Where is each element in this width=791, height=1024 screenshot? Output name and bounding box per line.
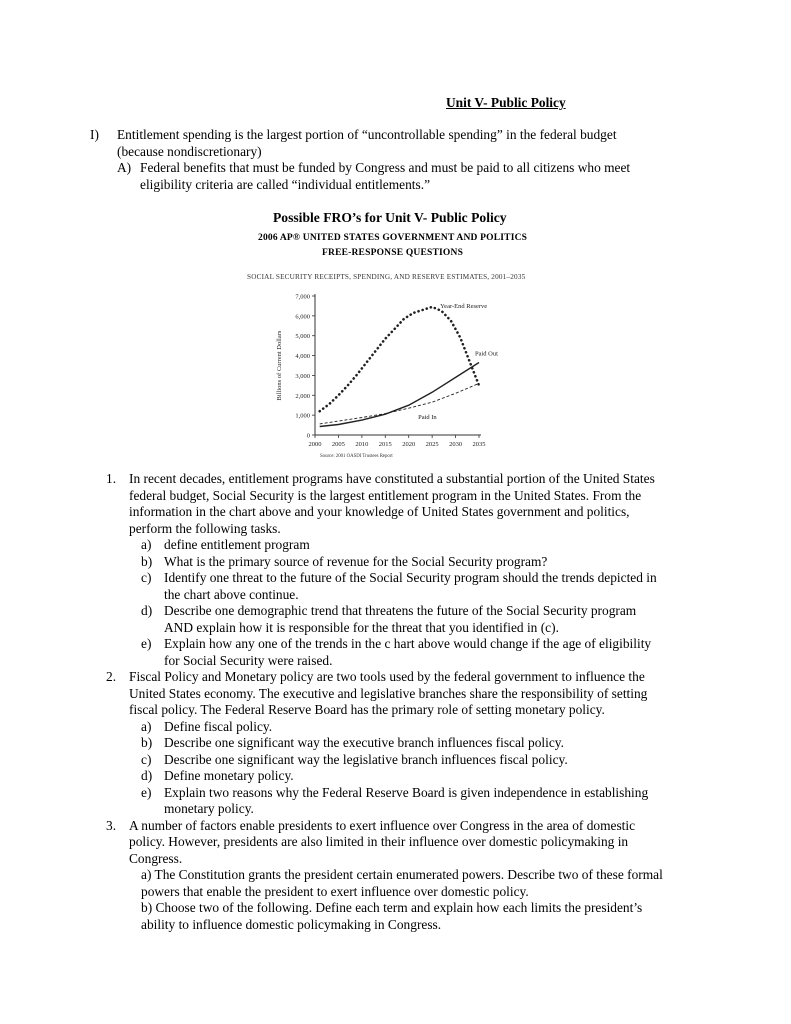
question-text-line: A number of factors enable presidents to exert influence over Congress in the area of domestic (129, 817, 636, 833)
question-number: 1. (106, 471, 117, 486)
subitem-text-line: Explain two reasons why the Federal Reserve Board is given independence in establishing (164, 784, 649, 800)
subitem-text-line: What is the primary source of revenue for the Social Security program? (164, 553, 548, 569)
subitem-text-line: the chart above continue. (164, 586, 299, 602)
subitem-text-line: for Social Security were raised. (164, 652, 333, 668)
subitem-marker: b) (141, 735, 153, 750)
fro-heading: Possible FRO’s for Unit V- Public Policy (273, 210, 507, 225)
question-text-line: In recent decades, entitlement programs have constituted a substantial portion of the United States (129, 471, 655, 486)
outline-I-text-line2: (because nondiscretionary) (117, 143, 262, 159)
subitem-marker: a) (141, 718, 152, 734)
series-line-year-end-reserve (320, 307, 479, 411)
series-label: Paid Out (475, 350, 498, 358)
x-tick-label: 2000 (308, 441, 322, 448)
subitem-marker: d) (141, 768, 153, 783)
subitem-text-line: b) Choose two of the following. Define each term and explain how each limits the president’s (141, 900, 643, 915)
subitem-text-line: Describe one significant way the executive branch influences fiscal policy. (164, 735, 564, 750)
series-label: Paid In (418, 414, 437, 422)
subitem-text-line: powers that enable the president to exert influence over domestic policy. (141, 883, 529, 899)
subitem-text-line: a) The Constitution grants the president certain enumerated powers. Describe two of these formal (141, 867, 663, 882)
outline-I-text-line1: Entitlement spending is the largest portion of “uncontrollable spending” in the federal budget (117, 127, 617, 142)
question-text-line: information in the chart above and your knowledge of United States government and politics, (129, 504, 630, 519)
x-tick-label: 2015 (378, 441, 392, 448)
y-axis-label: Billions of Current Dollars (276, 330, 283, 401)
subitem-text-line: Identify one threat to the future of the Social Security program should the trends depicted in (164, 570, 657, 585)
y-tick-label: 7,000 (295, 293, 310, 301)
x-tick-label: 2005 (331, 441, 345, 448)
subitem-text-line: define entitlement program (164, 537, 310, 552)
question-text-line: United States economy. The executive and legislative branches share the responsibility of setting (129, 685, 648, 701)
question-text-line: federal budget, Social Security is the largest entitlement program in the United States. From the (129, 487, 642, 503)
subitem-marker: c) (141, 751, 152, 767)
series-label: Year-End Reserve (440, 302, 488, 310)
chart-svg (230, 280, 530, 470)
chart-source: Source: 2001 OASDI Trustees Report (320, 454, 393, 459)
outline-marker-A: A) (117, 160, 132, 175)
x-tick-label: 2025 (425, 441, 439, 448)
outline-marker-I: I) (90, 127, 99, 142)
series-line-paid-out (320, 363, 479, 427)
subitem-text-line: Describe one significant way the legislative branch influences fiscal policy. (164, 751, 568, 767)
subitem-marker: e) (141, 784, 152, 800)
subitem-marker: a) (141, 537, 152, 552)
x-tick-label: 2030 (449, 441, 463, 448)
question-text-line: policy. However, presidents are also limited in their influence over domestic policymaking in (129, 834, 629, 849)
exam-title-line2: FREE-RESPONSE QUESTIONS (322, 248, 464, 258)
y-tick-label: 6,000 (295, 313, 310, 321)
exam-title-line1: 2006 AP® UNITED STATES GOVERNMENT AND POLITICS (258, 233, 528, 243)
x-tick-label: 2010 (355, 441, 369, 448)
subitem-marker: c) (141, 570, 152, 585)
subitem-text-line: AND explain how it is responsible for the threat that you identified in (c). (164, 619, 559, 635)
subitem-marker: d) (141, 603, 153, 618)
subitem-text-line: Explain how any one of the trends in the c hart above would change if the age of eligibility (164, 636, 652, 651)
y-tick-label: 4,000 (295, 353, 310, 361)
y-tick-label: 1,000 (295, 412, 310, 420)
series-line-paid-in (320, 383, 479, 424)
question-text-line: Congress. (129, 850, 183, 866)
question-number: 2. (106, 669, 117, 684)
outline-A-text-line2: eligibility criteria are called “individual entitlements.” (140, 176, 431, 192)
outline-A-text-line1: Federal benefits that must be funded by Congress and must be paid to all citizens who meet (140, 160, 631, 175)
question-text-line: Fiscal Policy and Monetary policy are two tools used by the federal government to influence the (129, 669, 645, 684)
y-tick-label: 5,000 (295, 333, 310, 341)
subitem-text-line: Describe one demographic trend that threatens the future of the Social Security program (164, 603, 637, 618)
y-tick-label: 3,000 (295, 372, 310, 380)
subitem-text-line: ability to influence domestic policymaking in Congress. (141, 916, 442, 932)
y-tick-label: 0 (306, 432, 310, 440)
subitem-marker: e) (141, 636, 152, 651)
question-number: 3. (106, 817, 117, 833)
subitem-text-line: Define monetary policy. (164, 768, 294, 783)
page-title: Unit V- Public Policy (446, 95, 566, 110)
x-tick-label: 2020 (402, 441, 416, 448)
subitem-text-line: Define fiscal policy. (164, 718, 273, 734)
subitem-marker: b) (141, 553, 153, 569)
chart-title: SOCIAL SECURITY RECEIPTS, SPENDING, AND RESERVE ESTIMATES, 2001–2035 (247, 273, 526, 281)
y-tick-label: 2,000 (295, 392, 310, 400)
x-tick-label: 2035 (472, 441, 486, 448)
question-text-line: perform the following tasks. (129, 520, 281, 536)
question-text-line: fiscal policy. The Federal Reserve Board has the primary role of setting monetary policy. (129, 702, 605, 717)
subitem-text-line: monetary policy. (164, 801, 254, 816)
